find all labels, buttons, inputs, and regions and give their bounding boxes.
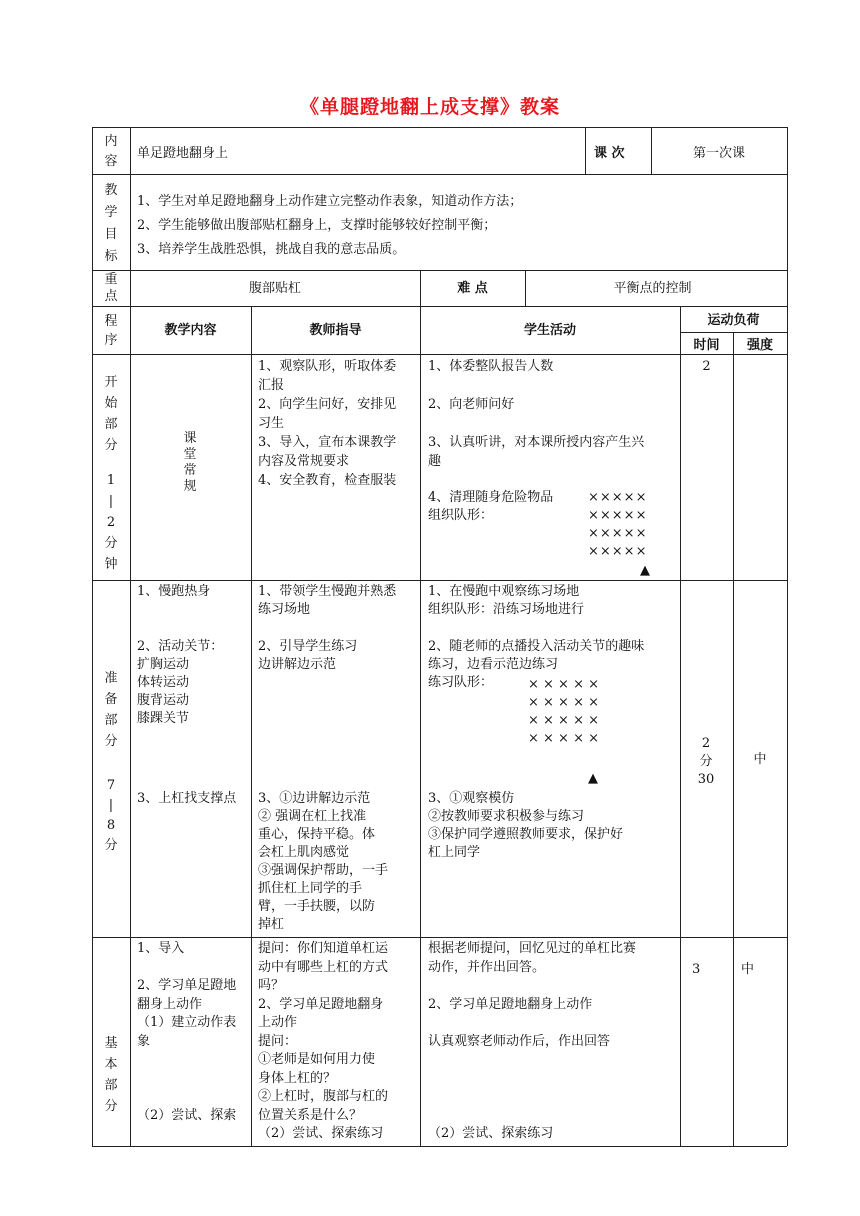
table-rule xyxy=(130,306,131,1146)
section2-teacher: 3、①边讲解边示范 xyxy=(258,791,371,806)
section1-content: 规 xyxy=(183,479,197,494)
table-rule xyxy=(92,127,93,1146)
section2-student: 练习队形： xyxy=(428,675,494,690)
key-point-label: 点 xyxy=(104,289,118,304)
section1-name: 部 xyxy=(104,417,118,432)
section2-content: 2、活动关节： xyxy=(137,639,224,654)
section1-content: 常 xyxy=(183,463,197,478)
section1-duration: 1 xyxy=(106,473,116,488)
section3-teacher: （2）尝试、探索练习 xyxy=(258,1126,384,1141)
section1-time: 2 xyxy=(702,359,711,374)
section3-content: （1）建立动作表 xyxy=(137,1015,237,1030)
table-rule xyxy=(787,127,788,1146)
section1-student: 组织队形： xyxy=(428,508,494,523)
section2-teacher: 2、引导学生练习 xyxy=(258,639,358,654)
section2-teacher: ③强调保护帮助，一手 xyxy=(258,863,389,878)
document-title: 《单腿蹬地翻上成支撑》教案 xyxy=(299,96,560,118)
objective-item: 1、学生对单足蹬地翻身上动作建立完整动作表象，知道动作方法； xyxy=(137,194,523,209)
section3-teacher: 位置关系是什么？ xyxy=(258,1107,363,1123)
table-rule xyxy=(130,127,131,174)
formation-row: ××××× xyxy=(588,526,648,541)
section3-teacher: 提问：你们知道单杠运 xyxy=(258,941,389,956)
difficulty-value: 平衡点的控制 xyxy=(613,281,692,296)
section3-student: （2）尝试、探索练习 xyxy=(428,1126,554,1141)
section2-teacher: 会杠上肌肉感觉 xyxy=(258,845,350,860)
table-rule xyxy=(585,127,586,174)
header-time: 时间 xyxy=(693,338,720,353)
table-rule xyxy=(92,580,787,581)
content-value: 单足蹬地翻身上 xyxy=(137,146,229,161)
section2-duration: 7 xyxy=(106,778,116,793)
section1-content: 堂 xyxy=(183,447,197,462)
section1-student: 1、体委整队报告人数 xyxy=(428,359,554,374)
section3-content: 1、导入 xyxy=(137,941,185,956)
section3-teacher: ②上杠时，腹部与杠的 xyxy=(258,1089,389,1104)
table-rule xyxy=(92,270,787,271)
section1-teacher: 2、向学生问好，安排见 xyxy=(258,397,397,412)
section2-content: 腹背运动 xyxy=(137,693,190,708)
section3-teacher: 动中有哪些上杠的方式 xyxy=(258,959,389,975)
section1-duration: 2 xyxy=(106,515,116,530)
table-rule xyxy=(92,127,787,128)
objectives-label: 标 xyxy=(104,249,118,264)
section2-teacher: 抓住杠上同学的手 xyxy=(258,881,363,896)
section1-student: 2、向老师问好 xyxy=(428,397,515,412)
section3-student: 认真观察老师动作后，作出回答 xyxy=(428,1033,611,1049)
section3-content: 2、学习单足蹬地 xyxy=(137,978,237,993)
table-rule xyxy=(92,937,787,938)
section2-name: 部 xyxy=(104,713,118,728)
header-order: 序 xyxy=(104,333,118,348)
section2-content: 膝踝关节 xyxy=(137,711,190,726)
section1-content: 课 xyxy=(183,431,197,446)
section2-time: 30 xyxy=(697,772,715,787)
table-rule xyxy=(420,306,421,1146)
objectives-label: 目 xyxy=(104,227,118,242)
section1-teacher: 内容及常规要求 xyxy=(258,454,350,469)
table-rule xyxy=(130,174,131,270)
difficulty-label: 难 点 xyxy=(457,281,488,296)
section2-duration: | xyxy=(108,798,114,813)
section1-student: 3、认真听讲，对本课所授内容产生兴 xyxy=(428,435,645,450)
header-intensity: 强度 xyxy=(746,338,773,353)
section3-name: 基 xyxy=(104,1036,118,1051)
section1-teacher: 1、观察队形，听取体委 xyxy=(258,359,397,374)
section3-time: 3 xyxy=(692,962,701,977)
section1-name: 分 xyxy=(104,438,118,453)
section1-teacher: 3、导入，宣布本课教学 xyxy=(258,435,397,450)
formation-marker: ▲ xyxy=(640,563,650,578)
section3-student: 动作，并作出回答。 xyxy=(428,959,546,975)
section2-content: 3、上杠找支撑点 xyxy=(137,791,237,806)
formation-row: × × × × × xyxy=(528,695,599,710)
table-rule xyxy=(92,1146,787,1147)
table-rule xyxy=(92,174,787,175)
table-rule xyxy=(92,354,787,355)
section2-student: ③保护同学遵照教师要求，保护好 xyxy=(428,827,624,842)
table-rule xyxy=(251,306,252,1146)
section1-name: 开 xyxy=(104,375,118,390)
header-load: 运动负荷 xyxy=(707,313,760,328)
section2-time: 分 xyxy=(699,754,713,769)
section2-duration: 分 xyxy=(104,838,118,853)
header-order: 程 xyxy=(104,314,118,329)
section3-content: （2）尝试、探索 xyxy=(137,1107,237,1123)
section3-content: 象 xyxy=(137,1033,151,1049)
formation-row: ××××× xyxy=(588,544,648,559)
key-point-label: 重 xyxy=(104,272,118,287)
section3-teacher: 身体上杠的？ xyxy=(258,1070,337,1086)
section3-teacher: ①老师是如何用力使 xyxy=(258,1052,376,1067)
section3-intensity: 中 xyxy=(741,962,755,977)
section1-duration: | xyxy=(108,494,114,509)
section3-name: 本 xyxy=(104,1057,118,1072)
section3-teacher: 2、学习单足蹬地翻身 xyxy=(258,996,384,1012)
section1-student: 4、清理随身危险物品 xyxy=(428,490,554,505)
section2-name: 分 xyxy=(104,734,118,749)
key-point-value: 腹部贴杠 xyxy=(248,281,301,296)
section2-name: 备 xyxy=(104,692,118,707)
table-rule xyxy=(680,306,681,1146)
formation-row: ××××× xyxy=(588,508,648,523)
formation-marker: ▲ xyxy=(588,771,598,786)
section1-name: 始 xyxy=(104,396,118,411)
formation-row: ××××× xyxy=(588,490,648,505)
section2-duration: 8 xyxy=(106,818,116,833)
section2-intensity: 中 xyxy=(753,752,767,767)
section3-student: 2、学习单足蹬地翻身上动作 xyxy=(428,996,593,1012)
section2-student: 1、在慢跑中观察练习场地 xyxy=(428,584,580,599)
section2-teacher: 边讲解边示范 xyxy=(258,657,337,672)
header-student: 学生活动 xyxy=(523,323,576,338)
section1-teacher: 汇报 xyxy=(258,378,285,393)
section3-teacher: 上动作 xyxy=(258,1015,298,1030)
section2-teacher: 重心，保持平稳。体 xyxy=(258,827,376,842)
section2-teacher: 练习场地 xyxy=(258,602,311,617)
section2-student: 杠上同学 xyxy=(428,845,481,860)
section3-content: 翻身上动作 xyxy=(137,996,203,1012)
table-rule xyxy=(733,332,734,1146)
content-label: 内 xyxy=(104,134,118,149)
section3-name: 部 xyxy=(104,1078,118,1093)
section1-duration: 钟 xyxy=(104,557,118,572)
section2-content: 扩胸运动 xyxy=(137,657,190,672)
section3-name: 分 xyxy=(104,1099,118,1114)
section2-teacher: ② 强调在杠上找准 xyxy=(258,809,367,824)
objectives-label: 学 xyxy=(104,205,118,220)
section1-student: 趣 xyxy=(428,454,442,469)
lesson-count-label: 课 次 xyxy=(594,146,625,161)
section3-teacher: 吗？ xyxy=(258,978,285,993)
section2-teacher: 臂，一手扶腰，以防 xyxy=(258,899,376,914)
content-label: 容 xyxy=(104,154,118,169)
section2-student: 组织队形：沿练习场地进行 xyxy=(428,602,585,617)
section2-content: 1、慢跑热身 xyxy=(137,584,211,599)
section3-teacher: 提问： xyxy=(258,1033,298,1049)
section2-content: 体转运动 xyxy=(137,675,190,690)
table-rule xyxy=(92,306,787,307)
section1-teacher: 4、安全教育，检查服装 xyxy=(258,473,397,488)
section1-duration: 分 xyxy=(104,536,118,551)
formation-row: × × × × × xyxy=(528,713,599,728)
section2-time: 2 xyxy=(701,736,711,751)
header-teacher: 教师指导 xyxy=(309,323,362,338)
section2-teacher: 掉杠 xyxy=(258,917,285,932)
section2-student: 3、①观察模仿 xyxy=(428,791,515,806)
section2-name: 准 xyxy=(104,671,118,686)
header-content: 教学内容 xyxy=(164,323,217,338)
section2-student: ②按教师要求积极参与练习 xyxy=(428,809,585,824)
objectives-label: 教 xyxy=(104,183,118,198)
section2-student: 练习，边看示范边练习 xyxy=(428,657,559,672)
formation-row: × × × × × xyxy=(528,731,599,746)
section1-teacher: 习生 xyxy=(258,416,285,431)
lesson-count-value: 第一次课 xyxy=(692,146,745,161)
objective-item: 3、培养学生战胜恐惧，挑战自我的意志品质。 xyxy=(137,242,406,257)
section2-teacher: 1、带领学生慢跑并熟悉 xyxy=(258,584,397,599)
formation-row: × × × × × xyxy=(528,677,599,692)
section3-student: 根据老师提问，回忆见过的单杠比赛 xyxy=(428,941,637,956)
objective-item: 2、学生能够做出腹部贴杠翻身上，支撑时能够较好控制平衡； xyxy=(137,218,497,233)
section2-student: 2、随老师的点播投入活动关节的趣味 xyxy=(428,639,645,654)
